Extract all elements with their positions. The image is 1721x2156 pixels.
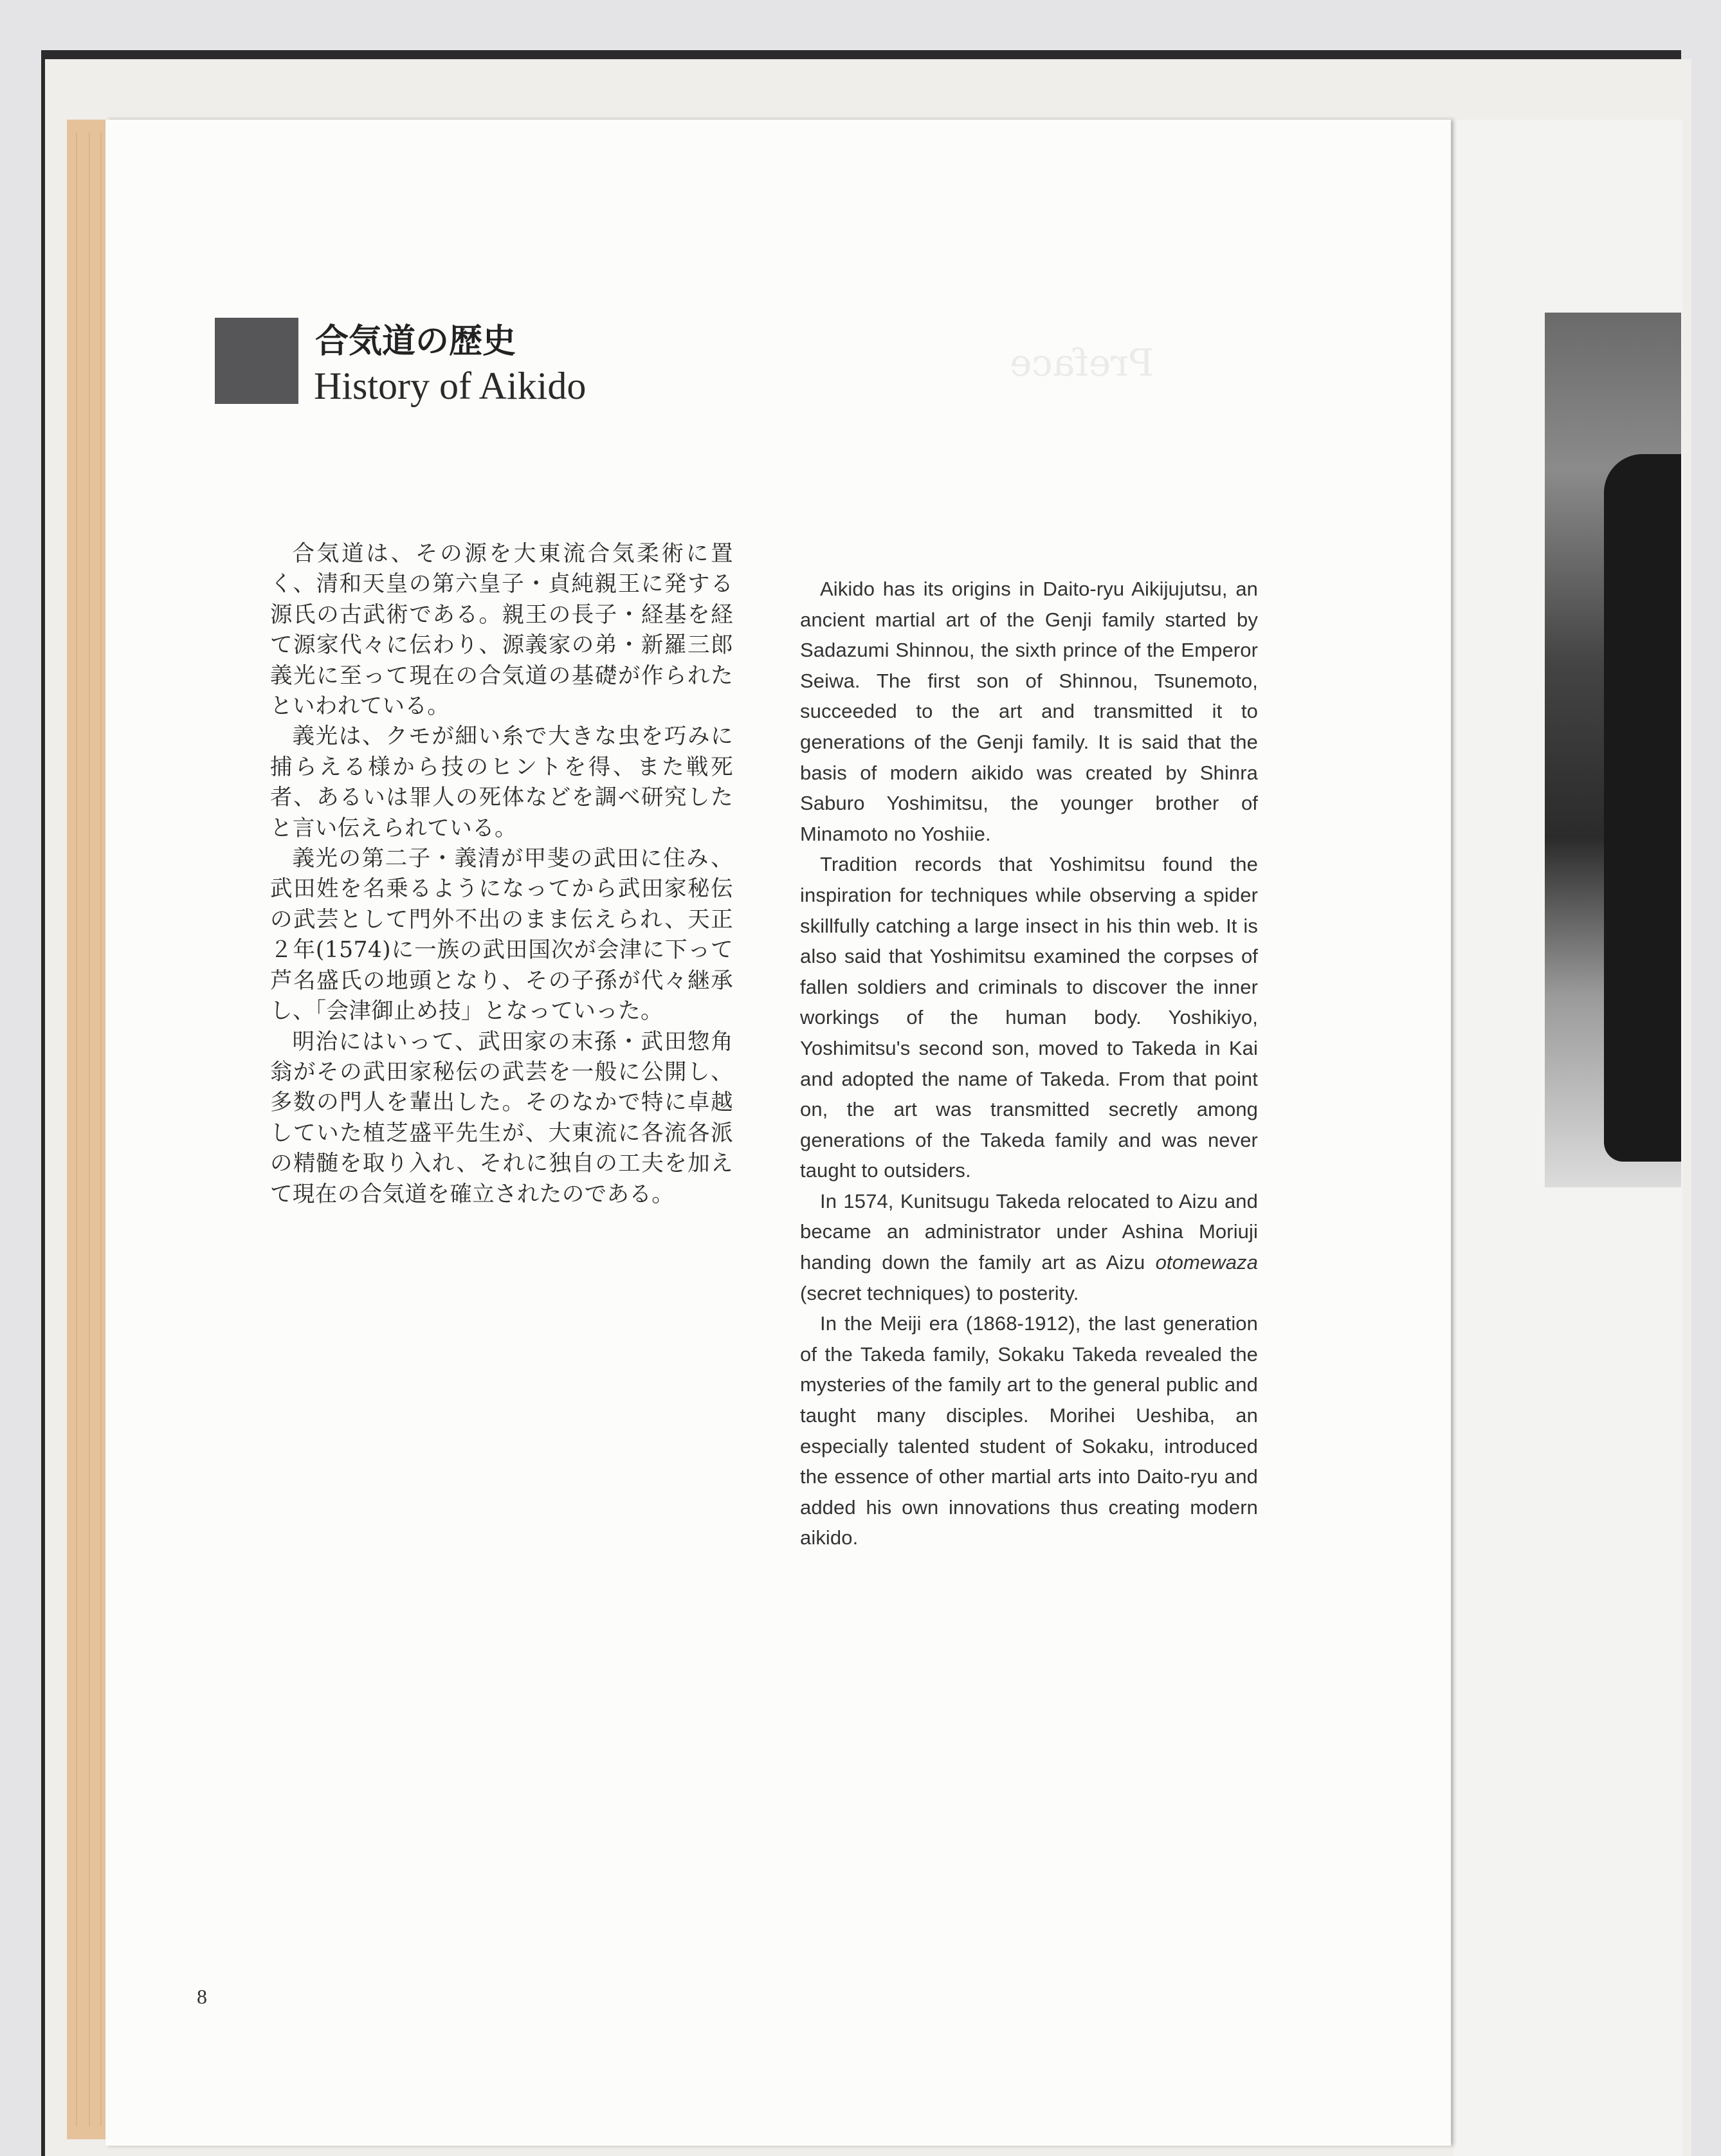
en-paragraph-4: In the Meiji era (1868-1912), the last generation of the Takeda family, Sokaku Takeda revealed the mysteries of the family art to the general public and taught many disciples. Morihei Ueshiba, an especially talented student of Sokaku, introduced the essence of other martial arts into Daito-ryu and added his own innovations thus creating modern aikido. bbox=[800, 1312, 1258, 1549]
en-paragraph-3 bbox=[800, 1186, 1258, 1308]
en-term-otomewaza: otomewaza bbox=[1155, 1251, 1258, 1274]
en-paragraph-3-start: In 1574, Kunitsugu Takeda relocated to Aizu and became an administrator under Ashina Moriuji handing down the family art as Aizu bbox=[800, 1189, 1258, 1274]
jp-paragraph-3: 義光の第二子・義清が甲斐の武田に住み、武田姓を名乗るようになってから武田家秘伝の武芸として門外不出のまま伝えられ、天正２年(1574)に一族の武田国次が会津に下って芦名盛氏の地頭となり、その子孫が代々継承し、「会津御止め技」となっていった。 bbox=[270, 846, 733, 1025]
jp-paragraph-4: 明治にはいって、武田家の末孫・武田惣角翁がその武田家秘伝の武芸を一般に公開し、多数の門人を輩出した。そのなかで特に卓越していた植芝盛平先生が、大東流に各流各派の精髄を取り入れ、それに独自の工夫を加えて現在の合気道を確立されたのである。 bbox=[270, 1028, 733, 1207]
en-paragraph-2: Tradition records that Yoshimitsu found the inspiration for techniques while observing a spider skillfully catching a large insect in his thin web. It is also said that Yoshimitsu examined the corpses of fallen soldiers and criminals to discover the inner workings of the human body. Yoshikiyo, Yoshimitsu's second son, moved to Takeda in Kai and adopted the name of Takeda. From that point on, the art was transmitted secretly among generations of the Takeda family and was never taught to outsiders. bbox=[800, 853, 1258, 1182]
en-paragraph-1: Aikido has its origins in Daito-ryu Aikijujutsu, an ancient martial art of the Genji family started by Sadazumi Shinnou, the sixth prince of the Emperor Seiwa. The first son of Shinnou, Tsunemoto, succeeded to the art and transmitted it to generations of the Genji family. It is said that the basis of modern aikido was created by Shinra Saburo Yoshimitsu, the younger brother of Minamoto no Yoshiie. bbox=[800, 578, 1258, 845]
jp-paragraph-2: 義光は、クモが細い糸で大きな虫を巧みに捕らえる様から技のヒントを得、また戦死者、あるいは罪人の死体などを調べ研究したと言い伝えられている。 bbox=[270, 724, 733, 841]
book-spine-edge bbox=[67, 120, 111, 2139]
heading-square-icon bbox=[215, 318, 298, 404]
japanese-column bbox=[270, 539, 733, 1210]
heading-english: History of Aikido bbox=[314, 365, 587, 407]
bleed-through-text: Preface bbox=[1010, 341, 1154, 385]
en-paragraph-3-end: (secret techniques) to posterity. bbox=[800, 1281, 1079, 1304]
jp-paragraph-1: 合気道は、その源を大東流合気柔術に置く、清和天皇の第六皇子・貞純親王に発する源氏の古武術である。親王の長子・経基を経て源家代々に伝わり、源義家の弟・新羅三郎義光に至って現在の合気道の基礎が作られたといわれている。 bbox=[270, 541, 733, 720]
aikido-photo bbox=[1545, 313, 1681, 1187]
page-number: 8 bbox=[197, 1985, 207, 2008]
heading-japanese: 合気道の歴史 bbox=[315, 322, 516, 361]
photo-figure bbox=[1604, 454, 1681, 1162]
english-column bbox=[800, 574, 1258, 1553]
